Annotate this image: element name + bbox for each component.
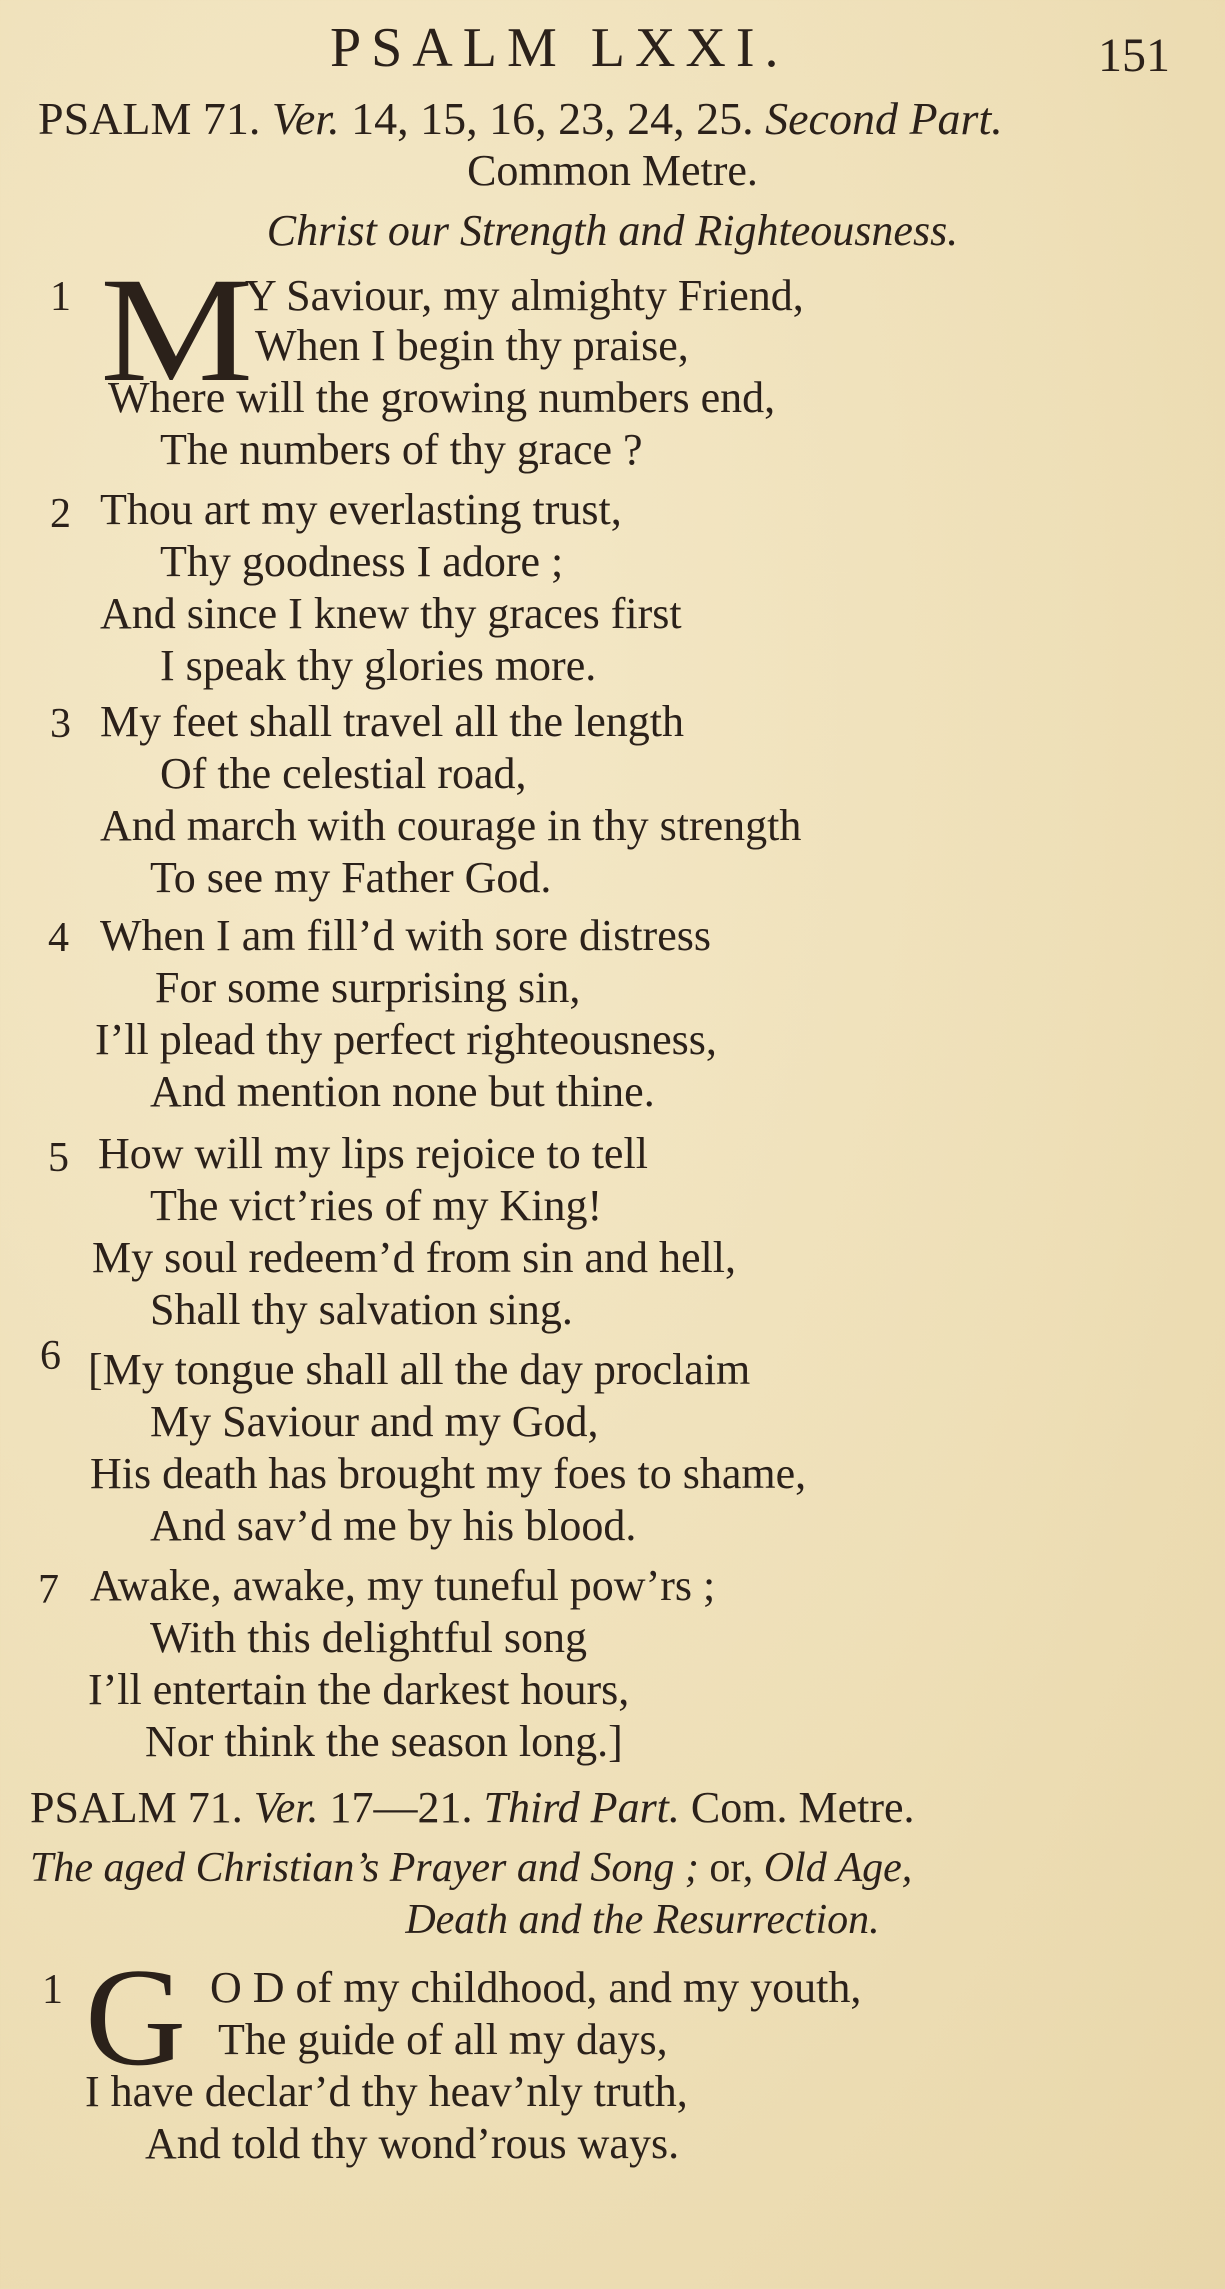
subtitle-part: Old Age, <box>763 1845 913 1891</box>
subtitle-or: or, <box>709 1845 754 1891</box>
heading-psalm: PSALM 71. <box>30 1783 243 1832</box>
verse-number: 1 <box>42 1967 63 2013</box>
verse-line: Of the celestial road, <box>160 749 527 798</box>
verse-line: Nor think the season long.] <box>145 1717 623 1766</box>
page-header <box>0 6 1225 82</box>
verse-line: And sav’d me by his blood. <box>150 1501 637 1550</box>
heading-verse-numbers: 14, 15, 16, 23, 24, 25. <box>351 93 754 144</box>
verse-line: For some surprising sin, <box>155 963 581 1012</box>
verse-line: And mention none but thine. <box>150 1067 655 1116</box>
verse-number: 5 <box>48 1135 69 1181</box>
heading-ver: Ver. <box>253 1783 319 1832</box>
verse-number: 4 <box>48 915 69 961</box>
heading-psalm: PSALM 71. <box>38 93 261 144</box>
verse-line: I have declar’d thy heav’nly truth, <box>85 2067 688 2116</box>
page-number: 151 <box>1098 29 1170 82</box>
verse-number: 7 <box>38 1567 59 1613</box>
verse-number: 2 <box>50 491 71 537</box>
verse-line: With this delightful song <box>150 1613 587 1662</box>
verse-line: Where will the growing numbers end, <box>108 373 776 422</box>
verse-line: I speak thy glories more. <box>160 641 597 690</box>
heading-part: Second Part. <box>765 93 1003 144</box>
heading-ver: Ver. <box>271 93 340 144</box>
verse-line: To see my Father God. <box>150 853 552 902</box>
verse-line: Thou art my everlasting trust, <box>100 485 622 534</box>
verse-number: 1 <box>50 274 71 320</box>
heading-part: Third Part. <box>483 1783 680 1832</box>
drop-cap: G <box>85 1940 187 2095</box>
verse-line: When I am fill’d with sore distress <box>100 911 711 960</box>
verse-line: And march with courage in thy strength <box>100 801 802 850</box>
verse-line: My soul redeem’d from sin and hell, <box>92 1233 736 1282</box>
running-title: PSALM LXXI. <box>330 17 789 79</box>
verse-line: Thy goodness I adore ; <box>160 537 564 586</box>
verse-number: 3 <box>50 701 71 747</box>
verse-number: 6 <box>40 1333 61 1379</box>
verse-line: When I begin thy praise, <box>255 321 689 370</box>
verse-line: My feet shall travel all the length <box>100 697 685 746</box>
drop-cap: M <box>100 247 254 413</box>
section-heading-second-part <box>38 92 1188 145</box>
verse-line: His death has brought my foes to shame, <box>90 1449 807 1498</box>
hymn-subtitle-line: Death and the Resurrection. <box>405 1897 880 1943</box>
heading-metre: Com. Metre. <box>690 1783 915 1832</box>
verse-line: And told thy wond’rous ways. <box>145 2119 680 2168</box>
verse-line: Awake, awake, my tuneful pow’rs ; <box>90 1561 716 1610</box>
verse-line: I’ll entertain the darkest hours, <box>88 1665 630 1714</box>
verse-line: The numbers of thy grace ? <box>160 425 643 474</box>
heading-verse-numbers: 17—21. <box>329 1783 473 1832</box>
subtitle-part: The aged Christian’s Prayer and Song ; <box>30 1845 699 1891</box>
verse-line: [My tongue shall all the day proclaim <box>88 1345 751 1394</box>
metre-label: Common Metre. <box>467 146 758 195</box>
verse-line: My Saviour and my God, <box>150 1397 599 1446</box>
hymn-subtitle: Christ our Strength and Righteousness. <box>266 206 959 255</box>
verse-line: O D of my childhood, and my youth, <box>210 1963 862 2012</box>
section-heading-third-part <box>30 1782 1180 1833</box>
verse-line: The vict’ries of my King! <box>150 1181 603 1230</box>
hymn-subtitle-line <box>30 1844 1180 1892</box>
verse-line: Y Saviour, my almighty Friend, <box>245 271 804 320</box>
verse-line: Shall thy salvation sing. <box>150 1285 573 1334</box>
verse-line: And since I knew thy graces first <box>100 589 682 638</box>
verse-line: I’ll plead thy perfect righteousness, <box>95 1015 717 1064</box>
verse-line: How will my lips rejoice to tell <box>98 1129 648 1178</box>
verse-line: The guide of all my days, <box>218 2015 668 2064</box>
